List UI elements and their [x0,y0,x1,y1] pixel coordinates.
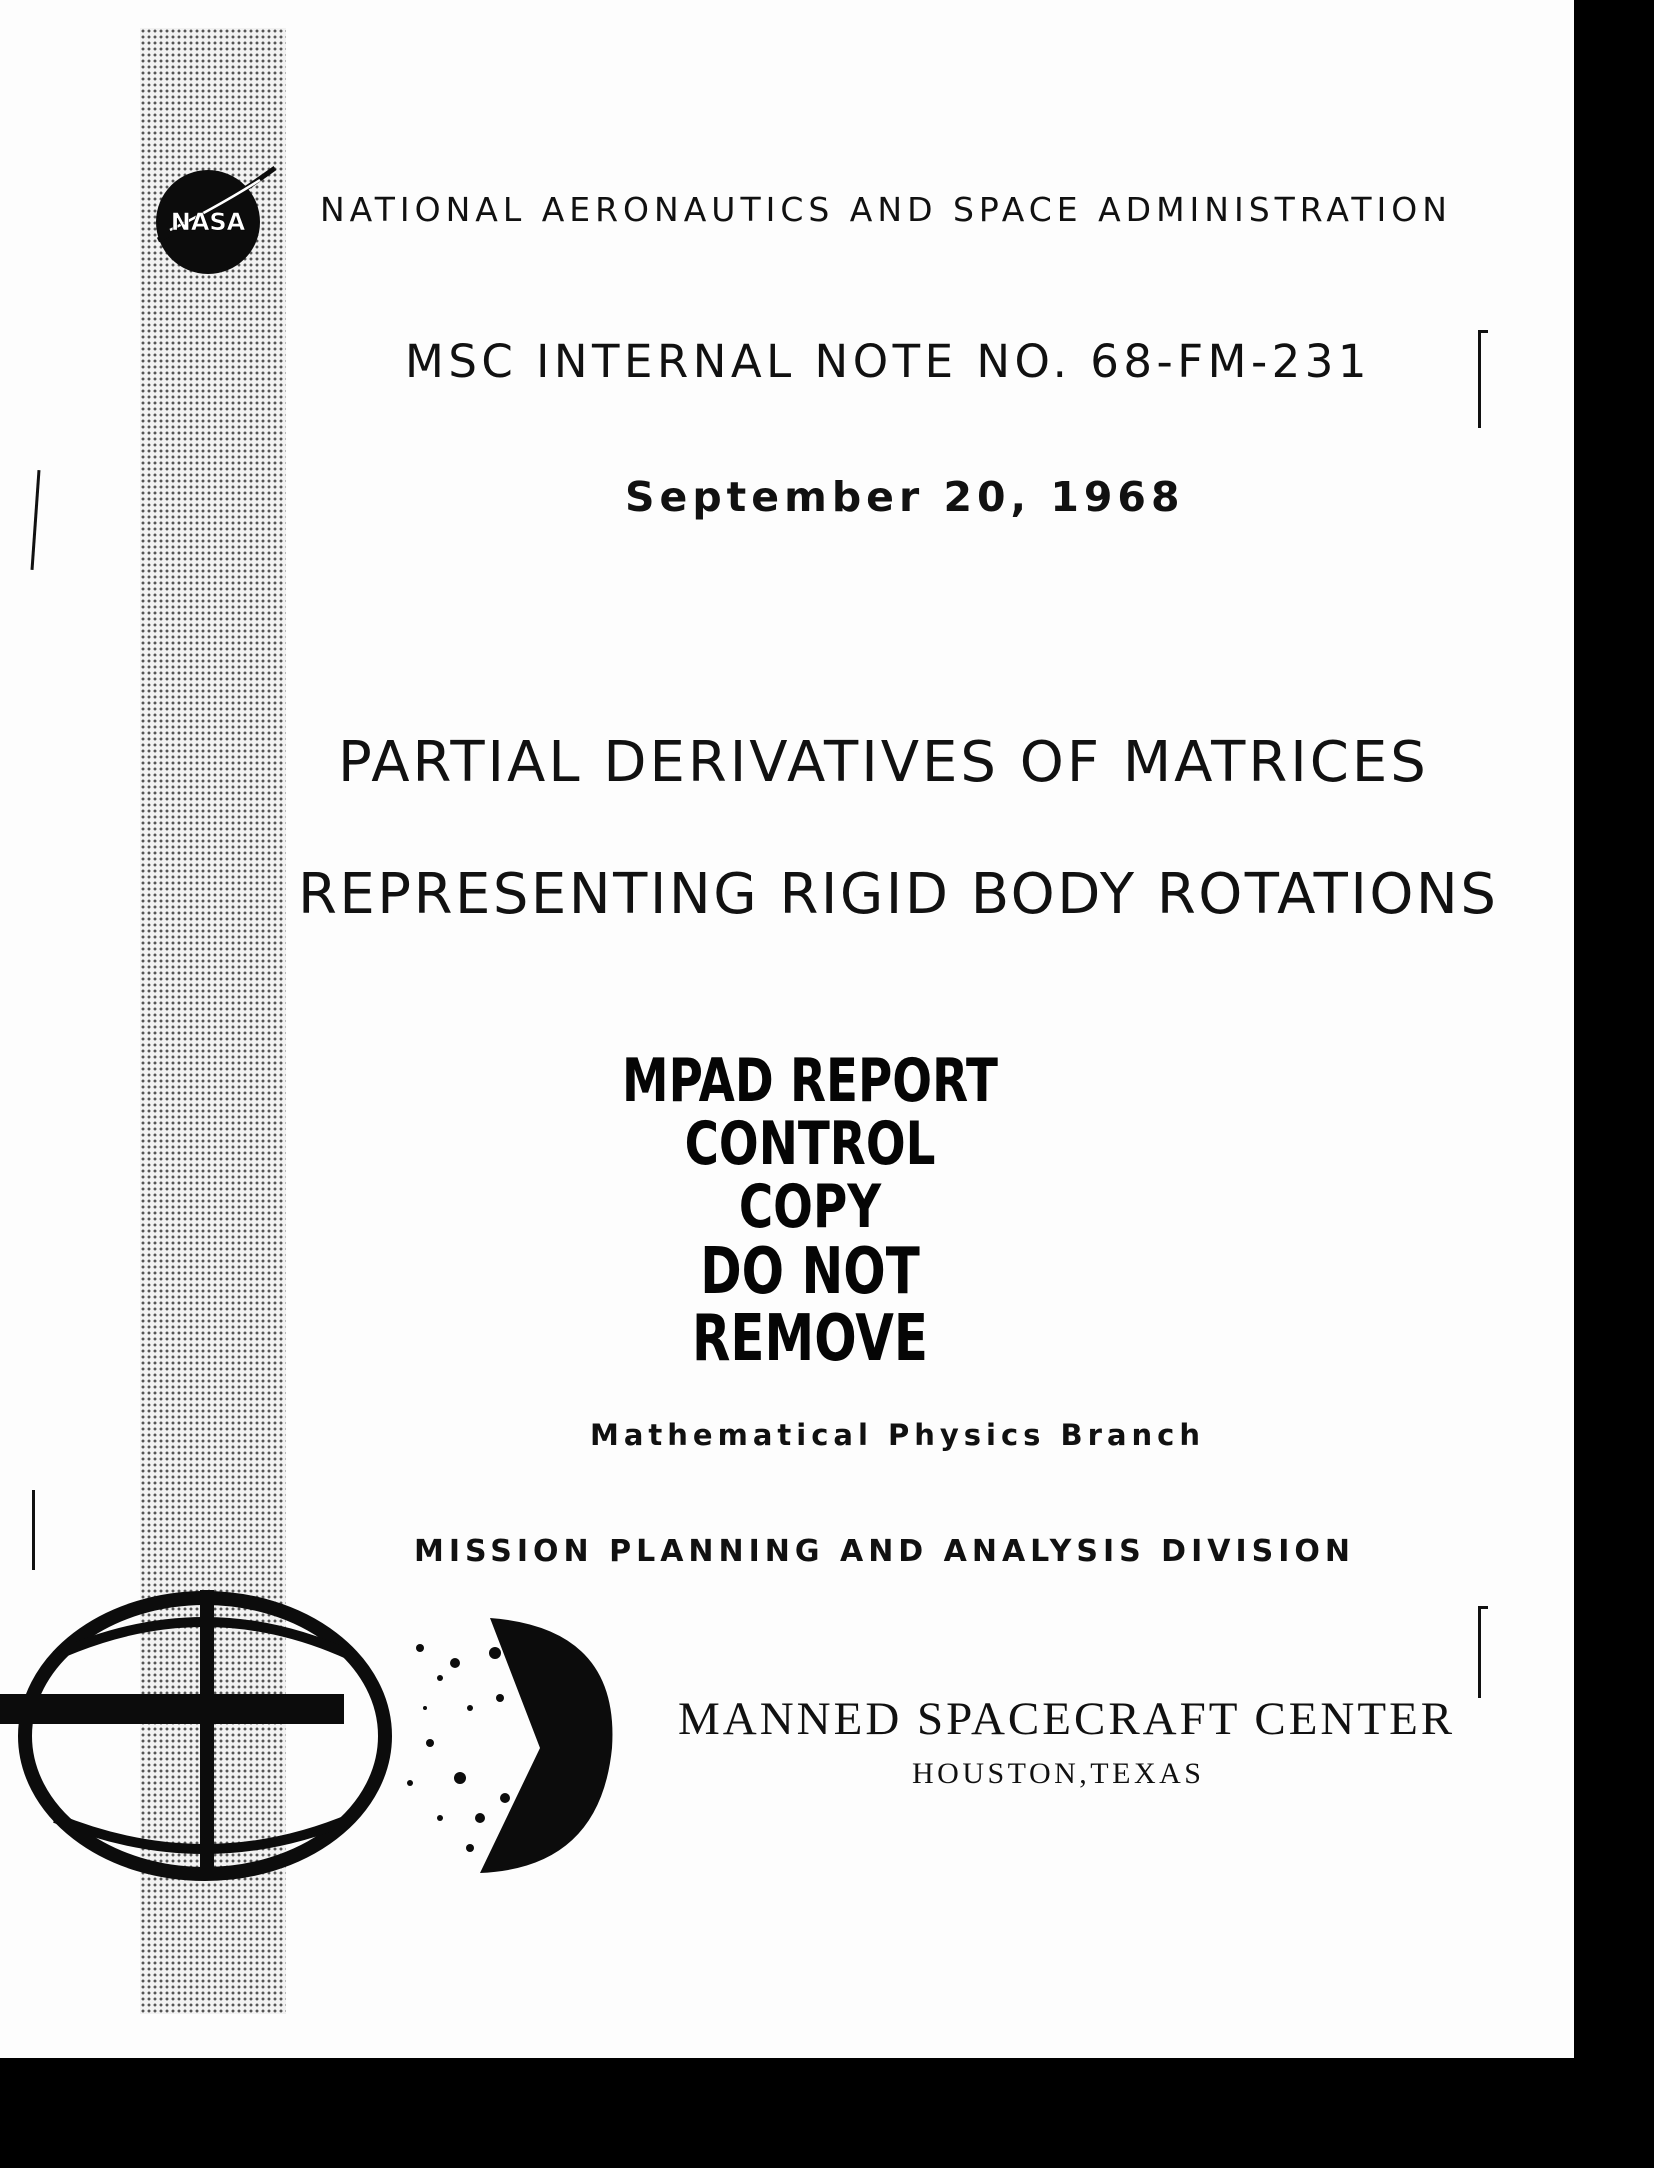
margin-bracket [1478,330,1481,428]
center-location: HOUSTON,TEXAS [912,1757,1205,1790]
stamp-line-1: MPAD REPORT CONTROL [622,1046,998,1179]
control-stamp [615,1046,1005,1377]
title-line-2: REPRESENTING RIGID BODY ROTATIONS [298,862,1499,927]
margin-tick [32,1490,35,1570]
title-line-1: PARTIAL DERIVATIVES OF MATRICES [338,730,1429,795]
scan-border-bottom [0,2058,1654,2168]
scan-border-right [1574,0,1654,2168]
margin-bracket-top [1478,330,1488,333]
stamp-line-2: COPY [738,1172,882,1242]
margin-bracket-top [1478,1606,1488,1609]
agency-name: NATIONAL AERONAUTICS AND SPACE ADMINISTRATION [320,190,1452,229]
branch-name: Mathematical Physics Branch [590,1418,1206,1452]
svg-text:NASA: NASA [170,208,246,236]
margin-bracket [1478,1606,1481,1698]
note-number: MSC INTERNAL NOTE NO. 68-FM-231 [405,335,1372,388]
stamp-line-3: DO NOT REMOVE [691,1235,929,1377]
nasa-meatball-icon [150,160,280,280]
center-name: MANNED SPACECRAFT CENTER [678,1693,1456,1745]
division-name: MISSION PLANNING AND ANALYSIS DIVISION [414,1534,1355,1569]
msc-globe-icon [0,1568,640,1898]
document-date: September 20, 1968 [625,473,1185,521]
